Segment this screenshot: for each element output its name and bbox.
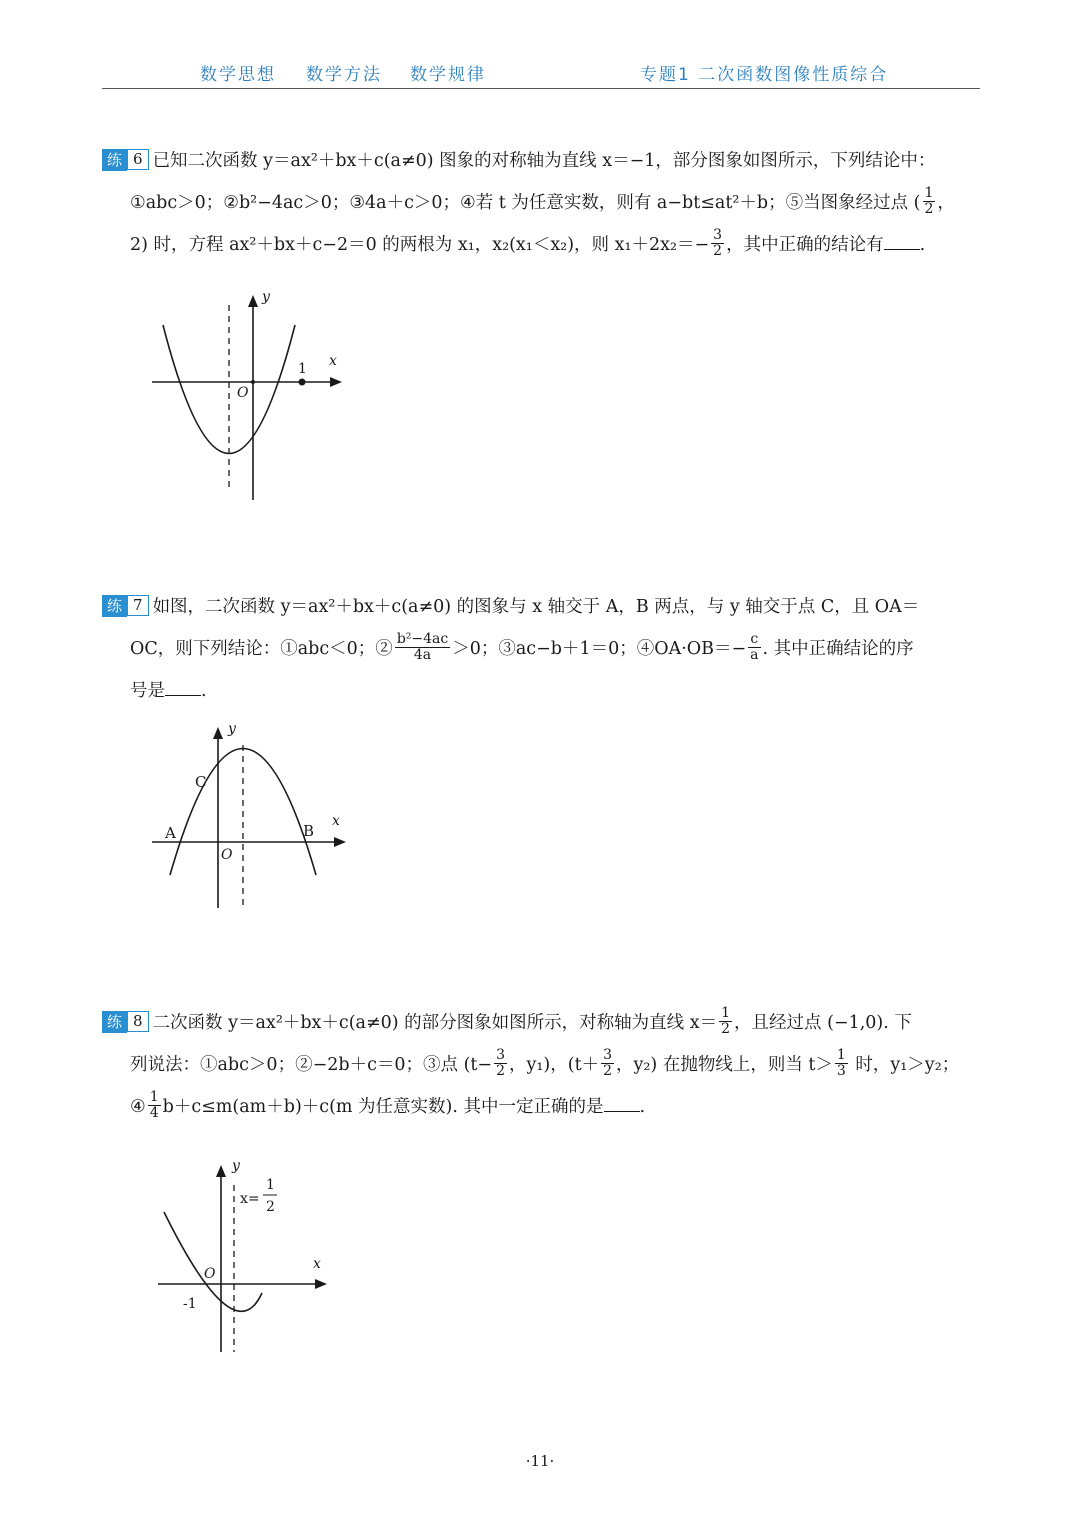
x-axis-arrow [334,837,346,847]
problem-7-graph [140,715,360,915]
problem-6-line-1: 练 6 已知二次函数 y＝ax²＋bx＋c(a≠0) 图象的对称轴为直线 x＝−1，部分图象如图所示，下列结论中： [102,140,982,182]
header-math-thought: 数学思想 [200,65,276,85]
fraction: $\frac{c}{a}$ [750,631,759,663]
symmetry-fraction-denominator: 2 [266,1199,275,1215]
origin-label: O [221,847,233,863]
fraction: $\frac{1}{3}$ [836,1047,846,1079]
parabola [163,325,295,454]
page-number: ·11· [525,1452,555,1470]
fraction: $\frac{1}{2}$ [924,185,934,217]
problem-6 [102,140,982,266]
y-axis-arrow [216,1165,226,1177]
answer-blank [165,681,201,696]
problem-6-tag: 练 6 [102,149,149,171]
problem-7-line-2: OC，则下列结论：①abc＜0；② $\frac{\text{b²−4ac}}{4a}$ ＞0；③ac−b＋1＝0；④OA·OB＝− $\frac{c}{a}$ . 其中正确结论的序 [130,631,914,663]
fraction: $\frac{3}{2}$ [603,1047,613,1079]
x-label: x [313,1256,321,1272]
point-1 [299,379,306,386]
point-b-label: B [303,822,315,840]
y-label: y [262,289,270,305]
y-axis-arrow [248,295,258,307]
y-label: y [232,1158,240,1174]
point-a-label: A [165,824,176,842]
x-axis-arrow [315,1279,327,1289]
problem-7 [102,586,982,712]
problem-6-line-2: ①abc＞0；②b²−4ac＞0；③4a＋c＞0；④若 t 为任意实数，则有 a−bt≤at²＋b；⑤当图象经过点 ( $\frac{1}{2}$ ， [130,185,955,217]
fraction: $\frac{1}{2}$ [721,1005,731,1037]
symmetry-fraction-numerator: 1 [266,1177,275,1193]
problem-8-line-3: ④ $\frac{1}{4}$ b＋c≤m(am＋b)＋c(m 为任意实数). 其中一定正确的是 . [130,1089,646,1121]
problem-8-tag: 练 8 [102,1011,149,1033]
problem-7-tag: 练 7 [102,595,149,617]
fraction: $\frac{1}{4}$ [149,1089,159,1121]
origin-label: O [204,1266,216,1282]
origin-dot [251,380,255,384]
symmetry-label: x= [240,1191,260,1207]
fraction: $\frac{3}{2}$ [496,1047,506,1079]
parabola [164,1212,262,1311]
problem-8 [102,1002,982,1128]
fraction: $\frac{3}{2}$ [713,227,723,259]
origin-label: O [237,385,249,401]
page-header [102,56,980,89]
problem-6-graph [140,285,360,510]
x-label: x [329,353,337,369]
problem-7-line-1: 练 7 如图，二次函数 y＝ax²＋bx＋c(a≠0) 的图象与 x 轴交于 A，B 两点，与 y 轴交于点 C，且 OA＝ [102,586,982,628]
header-math-rule: 数学规律 [410,65,486,85]
y-axis-arrow [213,727,223,739]
header-math-method: 数学方法 [306,65,382,85]
fraction: $\frac{\text{b²−4ac}}{4a}$ [396,631,449,663]
tick-minus-1-label: -1 [183,1296,197,1312]
problem-7-line-3: 号是 . [130,681,207,701]
answer-blank [884,235,920,250]
x-axis-arrow [330,377,342,387]
y-label: y [228,721,236,737]
problem-8-line-1: 练 8 二次函数 y＝ax²＋bx＋c(a≠0) 的部分图象如图所示，对称轴为直线 x＝ $\frac{1}{2}$ ，且经过点 (−1,0). 下 [102,1002,982,1044]
problem-8-line-2: 列说法：①abc＞0；②−2b＋c＝0；③点 (t− $\frac{3}{2}$ ，y₁)，(t＋ $\frac{3}{2}$ ，y₂) 在抛物线上，则当 t＞ $\frac{1}{3}$ 时，y₁＞y₂； [130,1047,960,1079]
point-c-label: C [195,773,207,791]
header-topic-title: 专题1 二次函数图像性质综合 [640,65,889,85]
problem-6-line-3: 2) 时，方程 ax²＋bx＋c−2＝0 的两根为 x₁，x₂(x₁＜x₂)，则 x₁＋2x₂＝− $\frac{3}{2}$ ，其中正确的结论有 . [130,227,926,259]
problem-8-graph [150,1155,350,1360]
x-label: x [332,813,340,829]
answer-blank [604,1097,640,1112]
tick-1-label: 1 [298,361,307,377]
